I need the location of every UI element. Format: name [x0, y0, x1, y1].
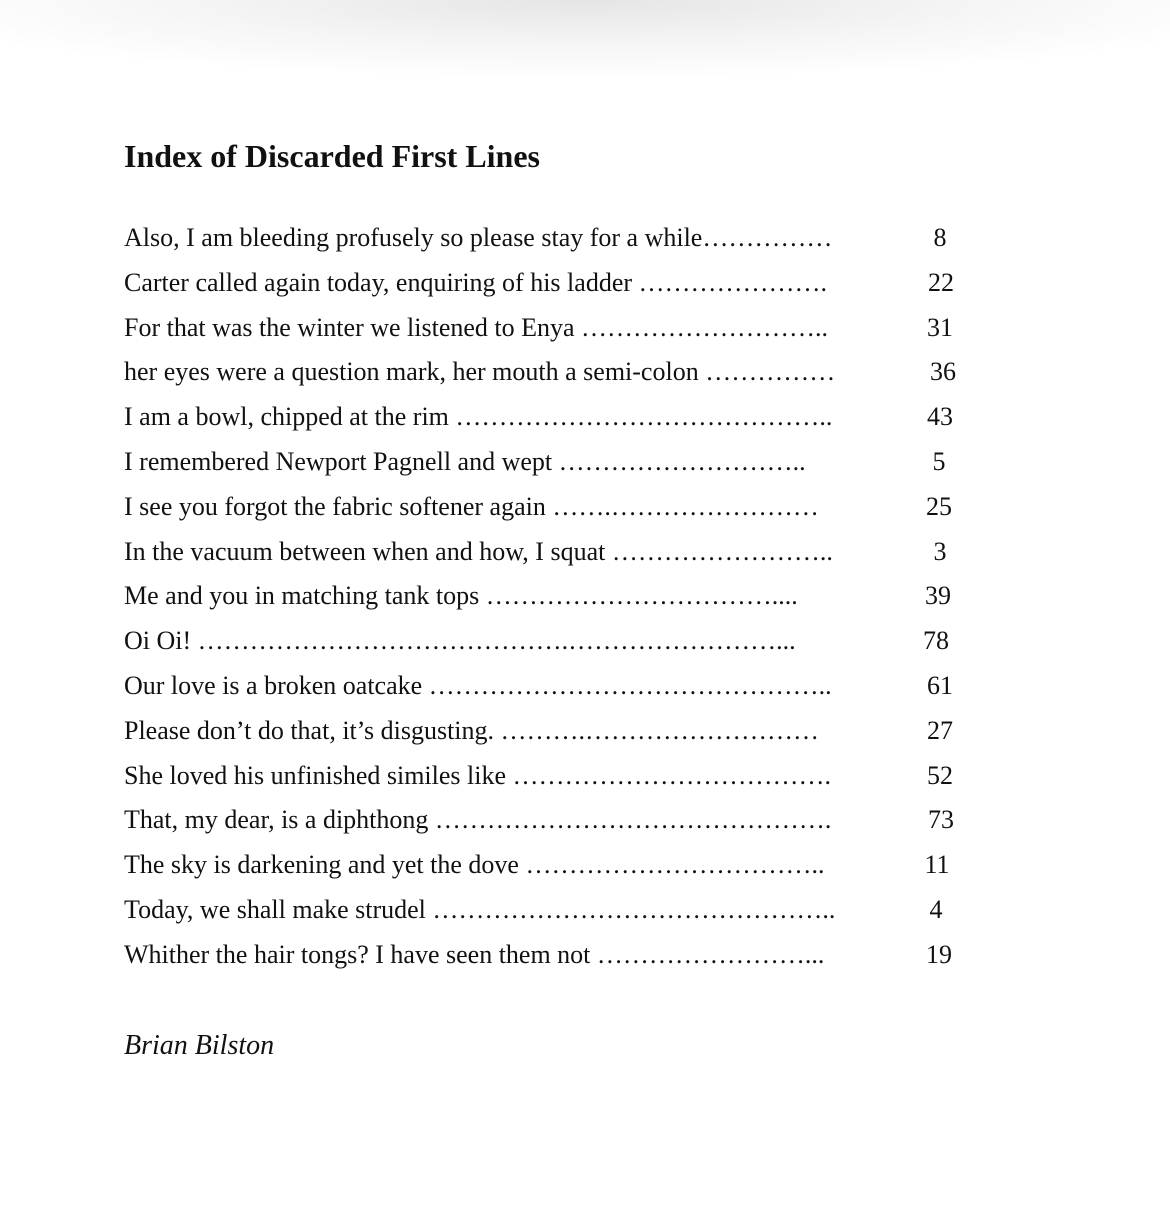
index-entry [124, 487, 1024, 532]
page-number: 25 [926, 491, 952, 521]
index-entry [124, 756, 1024, 801]
first-line: Also, I am bleeding profusely so please stay for a while…………… [124, 223, 833, 252]
index-entry [124, 442, 1024, 487]
page-number: 27 [927, 715, 953, 745]
index-entry [124, 935, 1024, 980]
index-entry [124, 308, 1024, 353]
index-entry [124, 621, 1024, 666]
first-line: That, my dear, is a diphthong ………………………………………. [124, 805, 832, 835]
page-number: 43 [927, 402, 953, 432]
page-top-shadow [0, 0, 1170, 110]
first-line: Please don’t do that, it’s disgusting. ……….……………………… [124, 715, 820, 745]
page-number: 78 [923, 626, 949, 656]
page-number: 11 [924, 850, 950, 880]
first-line: her eyes were a question mark, her mouth a semi-colon …………… [124, 357, 836, 387]
page-number: 52 [927, 760, 953, 790]
page-number: 19 [926, 939, 952, 969]
page-number: 5 [932, 446, 946, 476]
page-number: 31 [927, 312, 953, 342]
index-entry [124, 263, 1024, 308]
first-line: Oi Oi! …………………………………….……………………... [124, 626, 796, 656]
first-line: For that was the winter we listened to Enya ……………………….. [124, 312, 829, 342]
index-entry [124, 666, 1024, 711]
page-number: 61 [927, 670, 953, 700]
index-entry [124, 800, 1024, 845]
page-number: 39 [925, 581, 951, 611]
author-signature: Brian Bilston [124, 1030, 275, 1061]
first-line: Whither the hair tongs? I have seen them not ……………………... [124, 939, 825, 969]
index-entry [124, 576, 1024, 621]
first-line: Our love is a broken oatcake ……………………………………….. [124, 670, 832, 700]
first-line: Today, we shall make strudel ……………………………………….. [124, 894, 836, 924]
index-entry [124, 532, 1024, 577]
first-line: I am a bowl, chipped at the rim …………………………………….. [124, 402, 833, 432]
first-line: I see you forgot the fabric softener again …….…………………… [124, 491, 819, 521]
page-number: 22 [928, 267, 954, 297]
page-number: 4 [929, 894, 943, 924]
page-number: 3 [933, 536, 947, 566]
index-entry [124, 845, 1024, 890]
index-entry [124, 397, 1024, 442]
index-entry [124, 218, 1024, 263]
first-line: Carter called again today, enquiring of his ladder …………………. [124, 267, 828, 297]
index-entry [124, 890, 1024, 935]
index-list [124, 218, 1024, 980]
first-line: In the vacuum between when and how, I squat …………………….. [124, 536, 833, 566]
index-entry [124, 352, 1024, 397]
page-number: 73 [928, 805, 954, 835]
page-number: 8 [933, 223, 947, 252]
first-line: She loved his unfinished similes like ………………………………. [124, 760, 832, 790]
index-entry [124, 711, 1024, 756]
first-line: I remembered Newport Pagnell and wept ……………………….. [124, 446, 806, 476]
first-line: The sky is darkening and yet the dove …………………………….. [124, 850, 825, 880]
first-line: Me and you in matching tank tops …………………………….... [124, 581, 798, 611]
poem-title: Index of Discarded First Lines [124, 138, 540, 174]
page-number: 36 [930, 357, 956, 387]
